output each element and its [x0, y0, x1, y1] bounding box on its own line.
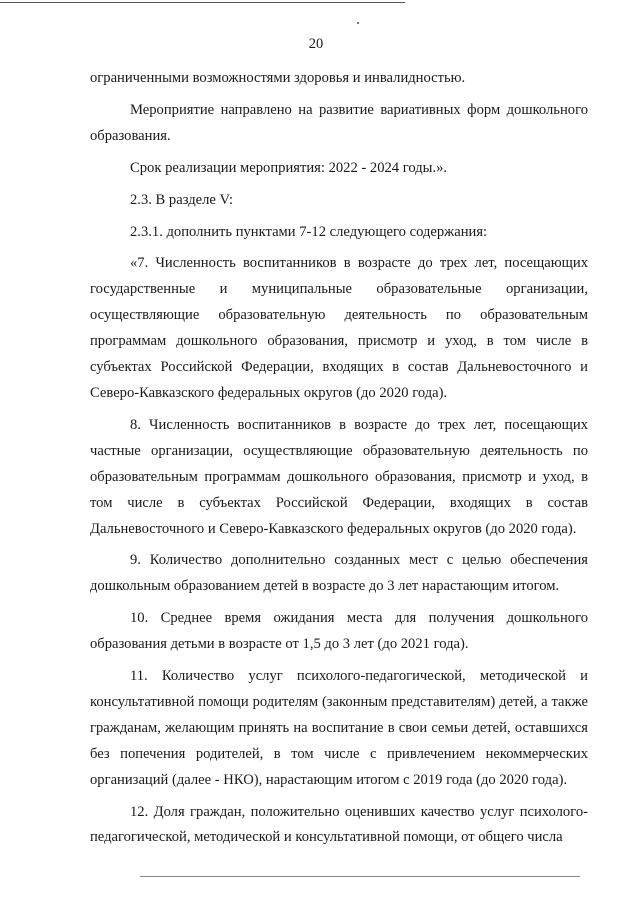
paragraph-item-11: 11. Количество услуг психолого-педагогической, методической и консультативной помощи родителям (законным представителям) детей, а также гражданам, желающим принять на воспитание в свои семьи детей, оставшихся без попечения родителей, в том числе с привлечением некоммерческих организаций (далее - НКО), нарастающим итогом с 2019 года (до 2020 года).: [90, 668, 588, 788]
paragraph-item-12: 12. Доля граждан, положительно оценивших качество услуг психолого-педагогической, методической и консультативной помощи, от общего числа: [90, 803, 588, 846]
page-number: 20: [308, 36, 324, 52]
paragraph-item-9: 9. Количество дополнительно созданных мест с целью обеспечения дошкольным образованием детей в возрасте до 3 лет нарастающим итогом.: [90, 552, 588, 595]
paragraph-section-v: 2.3. В разделе V:: [130, 191, 234, 208]
paragraph-amendment: 2.3.1. дополнить пунктами 7-12 следующего содержания:: [130, 223, 488, 240]
paragraph-measure-term: Срок реализации мероприятия: 2022 - 2024 годы.».: [130, 159, 448, 176]
top-border-line: [0, 2, 405, 3]
paragraph-item-7: «7. Численность воспитанников в возрасте до трех лет, посещающих государственные и муниципальные образовательные организации, осуществляющие образовательную деятельность по образовательным программам дошкольного образования, присмотр и уход, в том числе в субъектах Российской Федерации, входящих в состав Дальневосточного и Северо-Кавказского федеральных округов (до 2020 года).: [90, 255, 588, 401]
paragraph-item-8: 8. Численность воспитанников в возрасте до трех лет, посещающих частные организации, осуществляющие образовательную деятельность по образовательным программам дошкольного образования, присмотр и уход, в том числе в субъектах Российской Федерации, входящих в состав Дальневосточного и Северо-Кавказского федеральных округов (до 2020 года).: [90, 416, 588, 537]
paragraph-measure-purpose: Мероприятие направлено на развитие вариативных форм дошкольного образования.: [90, 101, 588, 144]
paragraph-continuation: ограниченными возможностями здоровья и инвалидностью.: [90, 70, 466, 86]
scan-speck: [357, 22, 359, 24]
bottom-border-line: [140, 876, 580, 877]
paragraph-item-10: 10. Среднее время ожидания места для получения дошкольного образования детьми в возрасте от 1,5 до 3 лет (до 2021 года).: [90, 610, 588, 653]
document-body: [90, 66, 588, 851]
